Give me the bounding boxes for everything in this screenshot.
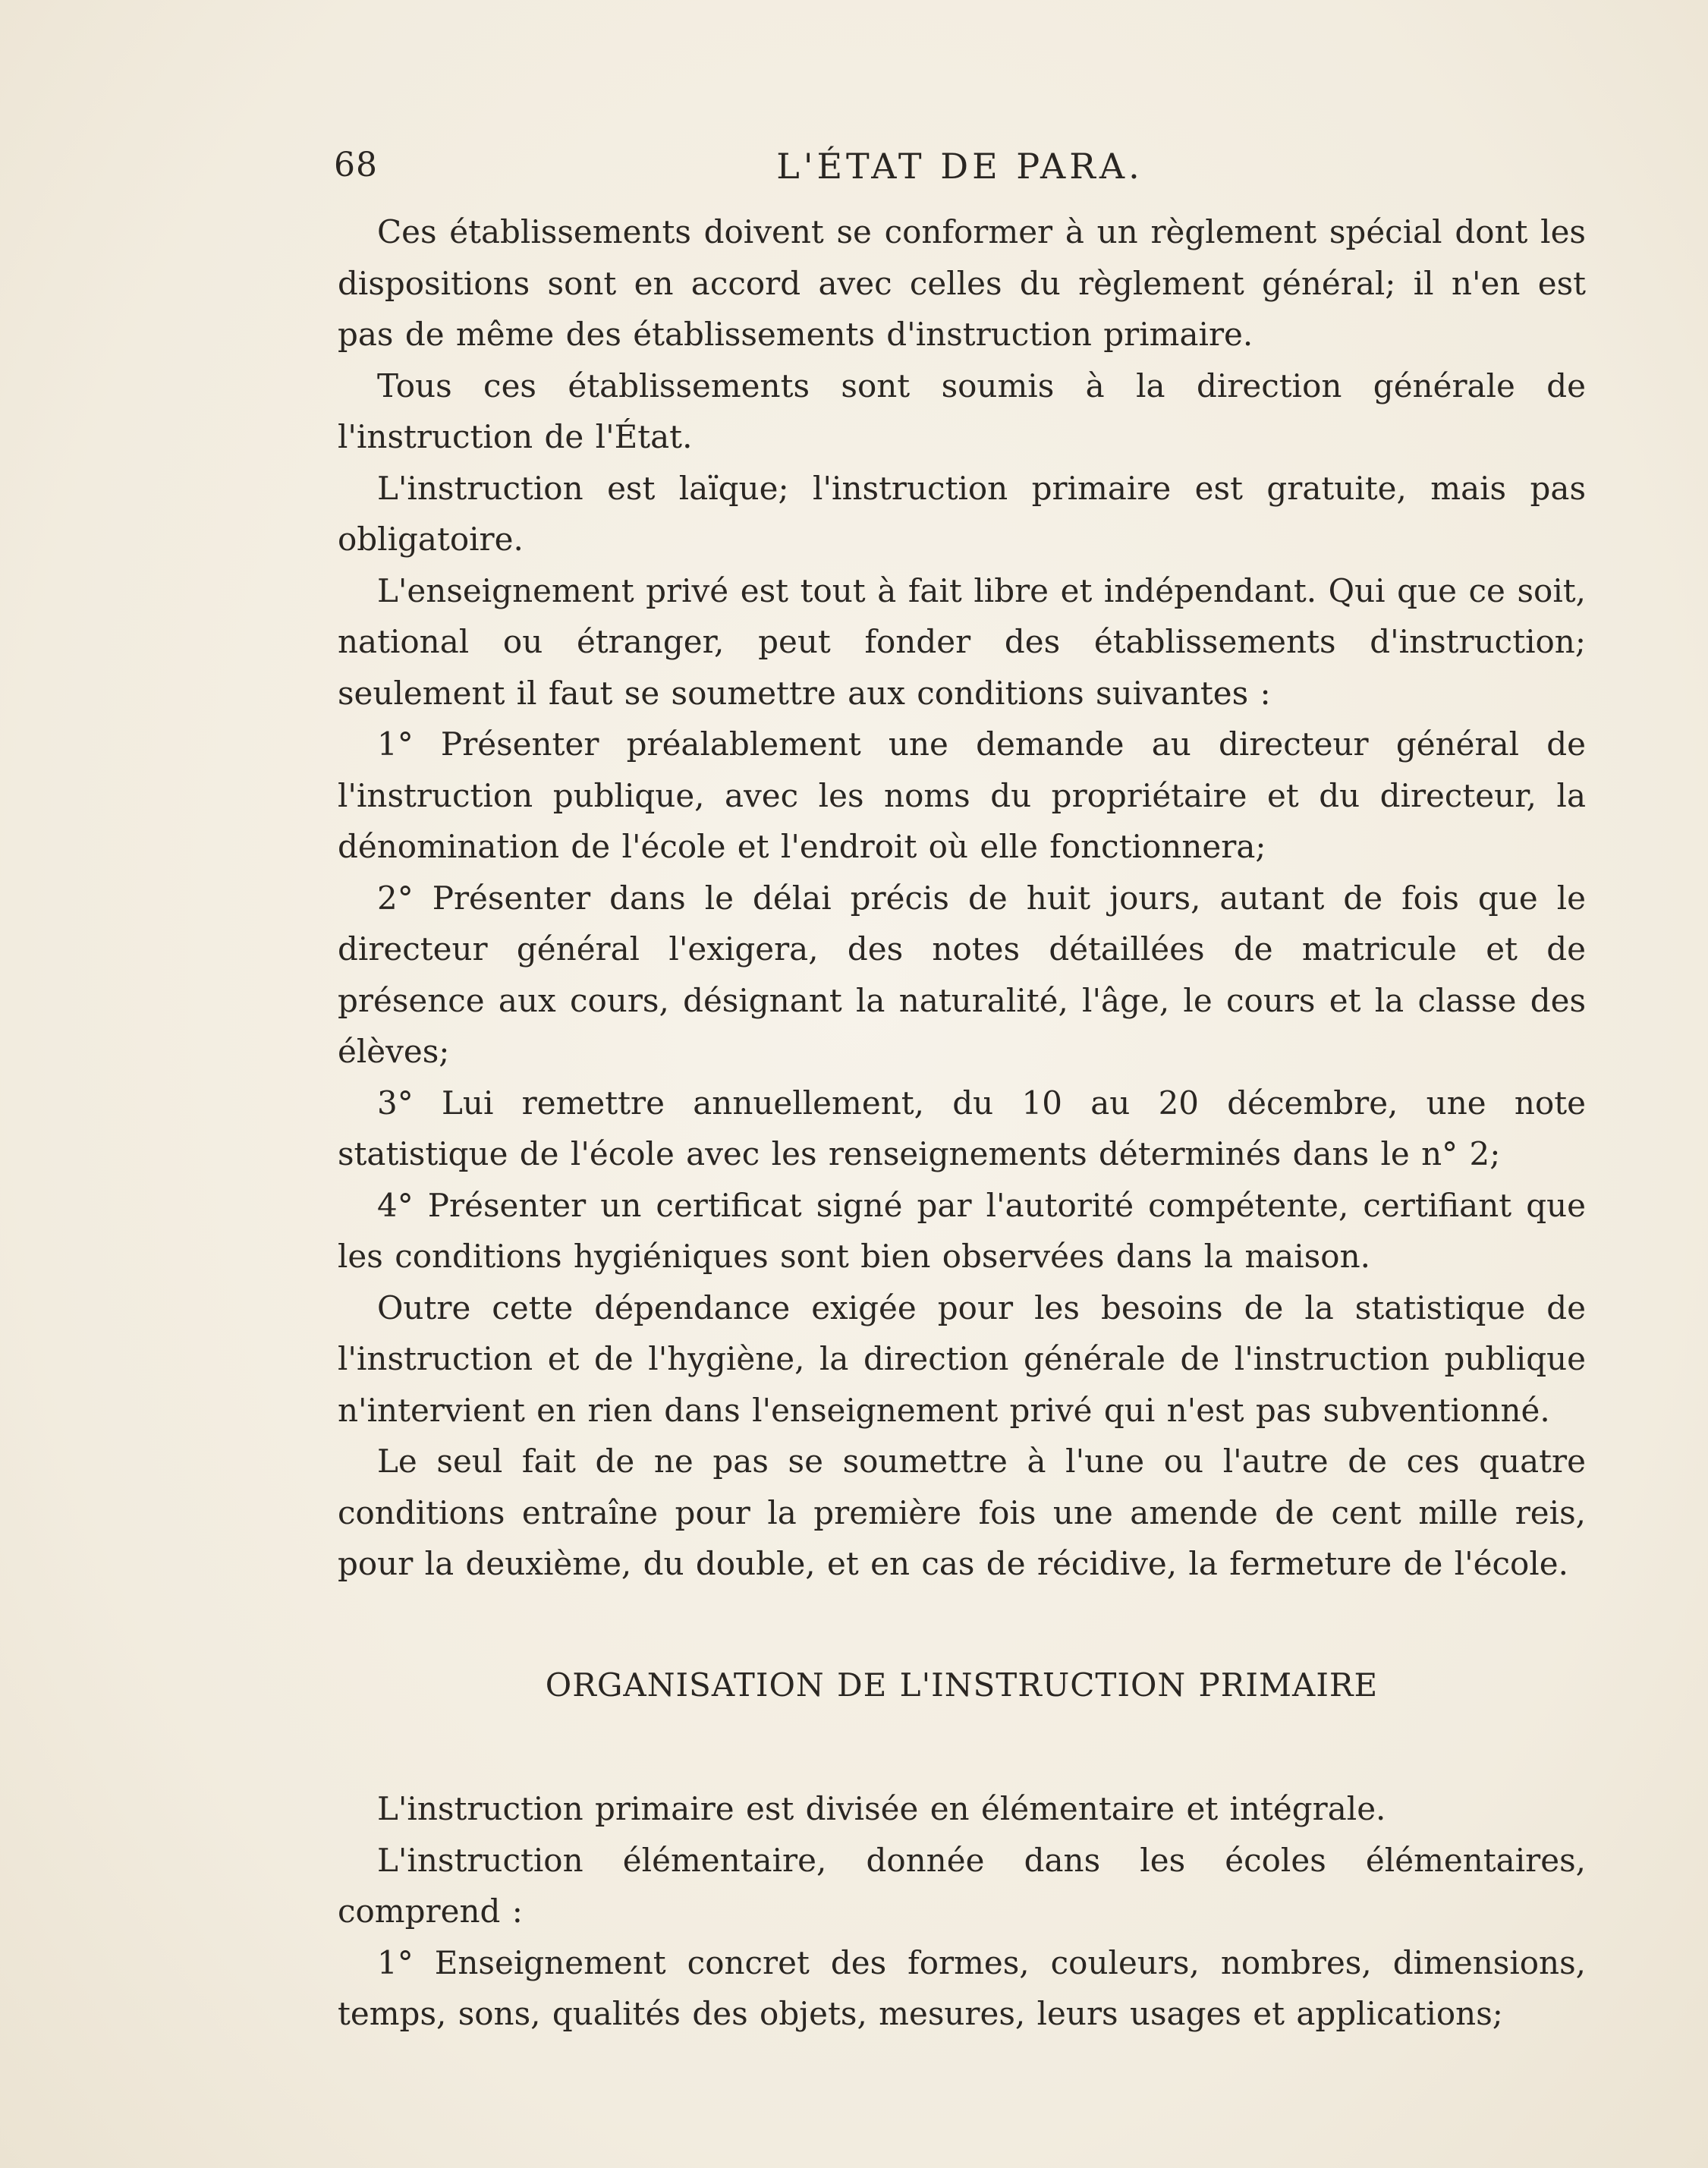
paragraph: L'instruction élémentaire, donnée dans les écoles élémentaires, comprend : [338,1841,1586,1930]
list-item-condition-1: 1° Présenter préalablement une demande au directeur général de l'instruction publique, avec les noms du propriétaire et du directeur, la dénomination de l'école et l'endroit où elle fonctionnera; [338,725,1586,865]
list-item-subject-1: 1° Enseignement concret des formes, couleurs, nombres, dimensions, temps, sons, qualités des objets, mesures, leurs usages et applications; [338,1943,1586,2032]
paragraph: Tous ces établissements sont soumis à la direction générale de l'instruction de l'État. [338,367,1586,455]
paragraph: L'instruction primaire est divisée en élémentaire et intégrale. [377,1790,1386,1827]
running-title: L'ÉTAT DE PARA. [776,146,1143,187]
paragraph: L'enseignement privé est tout à fait libre et indépendant. Qui que ce soit, national ou étranger, peut fonder des établissements d'instruction; seulement il faut se soumettre aux conditions suivantes : [338,571,1586,712]
list-item-condition-4: 4° Présenter un certificat signé par l'autorité compétente, certifiant que les conditions hygiéniques sont bien observées dans la maison. [338,1186,1586,1275]
paragraph: Ces établissements doivent se conformer à un règlement spécial dont les dispositions sont en accord avec celles du règlement général; il n'en est pas de même des établissements d'instruction primaire. [338,213,1586,353]
paragraph: Le seul fait de ne pas se soumettre à l'une ou l'autre de ces quatre conditions entraîne pour la première fois une amende de cent mille reis, pour la deuxième, du double, et en cas de récidive, la fermeture de l'école. [338,1443,1586,1582]
page-body [338,206,1586,2040]
section-title: ORGANISATION DE L'INSTRUCTION PRIMAIRE [545,1666,1379,1704]
paragraph: L'instruction est laïque; l'instruction primaire est gratuite, mais pas obligatoire. [338,469,1586,558]
list-item-condition-3: 3° Lui remettre annuellement, du 10 au 20 décembre, une note statistique de l'école avec les renseignements déterminés dans le n° 2; [338,1084,1586,1172]
paragraph: Outre cette dépendance exigée pour les besoins de la statistique de l'instruction et de l'hygiène, la direction générale de l'instruction publique n'intervient en rien dans l'enseignement privé qui n'est pas subventionné. [338,1289,1586,1429]
page-number: 68 [334,146,378,184]
list-item-condition-2: 2° Présenter dans le délai précis de huit jours, autant de fois que le directeur général l'exigera, des notes détaillées de matricule et de présence aux cours, désignant la naturalité, l'âge, le cours et la classe des élèves; [338,879,1586,1070]
page-header [334,146,1586,191]
